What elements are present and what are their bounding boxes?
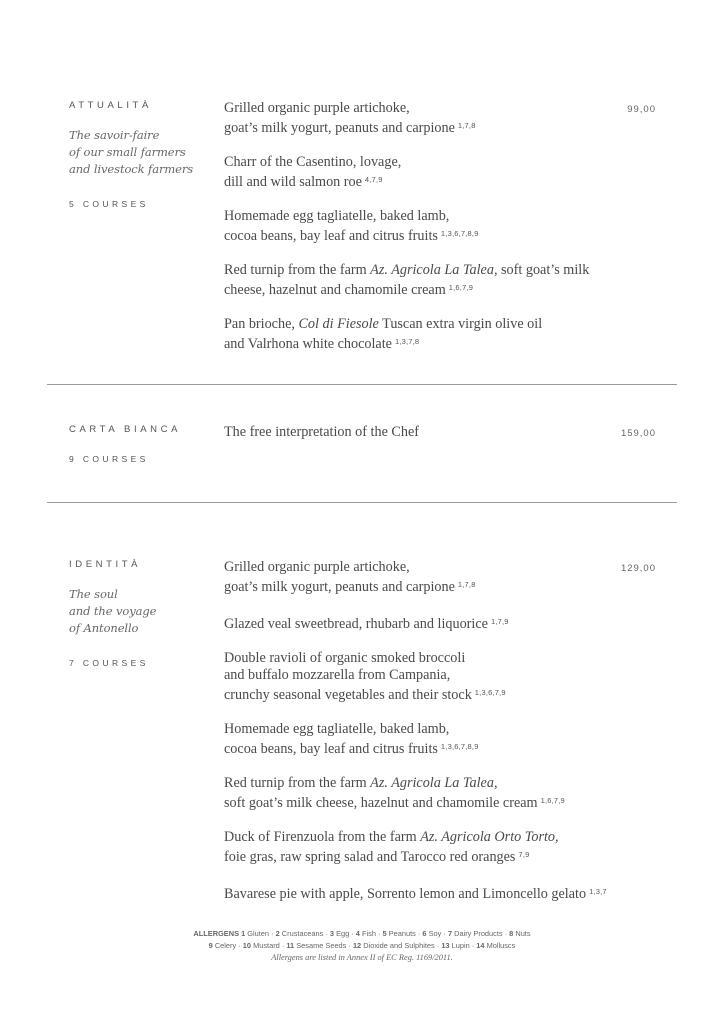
dish-item — [224, 650, 634, 704]
divider — [47, 384, 677, 385]
dish-text: Homemade egg tagliatelle, baked lamb, — [224, 208, 450, 224]
allergen-name: Fish — [361, 929, 376, 938]
dish-text: Bavarese pie with apple, Sorrento lemon and Limoncello gelato — [224, 886, 587, 902]
dish-allergens: 1,3,6,7,9 — [474, 688, 506, 697]
dish-allergens: 1,3,7,8 — [394, 337, 420, 346]
dish-line — [224, 775, 634, 792]
dish-text: Grilled organic purple artichoke, — [224, 559, 410, 575]
allergen-name: Nuts — [515, 929, 531, 938]
dish-line — [224, 424, 634, 441]
dish-allergens: 1,3,7 — [589, 887, 607, 896]
menu-price: 129,00 — [620, 563, 656, 574]
allergen-name: Egg — [336, 929, 350, 938]
dish-text: soft goat’s milk cheese, hazelnut and chamomile cream — [224, 795, 538, 811]
dish-text: and Valrhona white chocolate — [224, 336, 392, 352]
allergen-number: 8 — [509, 929, 514, 938]
allergen-list: 1 Gluten · 2 Crustaceans · 3 Egg · 4 Fish · 5 Peanuts · 6 Soy · 7 Dairy Products · 8 Nuts — [241, 929, 531, 938]
menu-title: ATTUALITÀ — [69, 100, 152, 111]
dish-producer-name: Az. Agricola Orto Torto — [420, 829, 556, 845]
dish-text: dill and wild salmon roe — [224, 174, 362, 190]
dish-item — [224, 262, 634, 299]
dish-line — [224, 792, 634, 812]
allergen-number: 12 — [352, 941, 362, 950]
dish-text: Grilled organic purple artichoke, — [224, 100, 410, 116]
dish-allergens: 1,6,7,9 — [448, 283, 474, 292]
course-count: 7 COURSES — [69, 658, 149, 668]
dish-text: Red turnip from the farm — [224, 775, 371, 791]
menu-info — [69, 559, 219, 668]
allergen-name: Gluten — [247, 929, 270, 938]
allergens-row-2: 9 Celery · 10 Mustard · 11 Sesame Seeds · 12 Dioxide and Sulphites · 13 Lupin · 14 Molluscs — [208, 941, 516, 950]
dish-line — [224, 829, 634, 846]
dish-text: The free interpretation of the Chef — [224, 424, 419, 440]
dish-allergens: 1,3,6,7,8,9 — [440, 742, 479, 751]
dish-line — [224, 738, 634, 758]
dish-text: Double ravioli of organic smoked broccoli — [224, 650, 466, 666]
dish-text: Pan brioche, — [224, 316, 299, 332]
dish-allergens: 1,7,8 — [457, 121, 476, 130]
dish-line — [224, 208, 634, 225]
allergen-number: 5 — [382, 929, 387, 938]
dish-allergens: 1,7,8 — [457, 580, 476, 589]
dish-producer-name: Az. Agricola La Talea — [370, 775, 494, 791]
allergen-number: 4 — [355, 929, 360, 938]
allergen-number: 13 — [441, 941, 450, 950]
dish-line — [224, 117, 634, 137]
dish-text: cocoa beans, bay leaf and citrus fruits — [224, 228, 438, 244]
allergen-number: 2 — [275, 929, 280, 938]
menu-title: IDENTITÀ — [69, 559, 142, 570]
dish-text: Homemade egg tagliatelle, baked lamb, — [224, 721, 450, 737]
menu-info — [69, 424, 219, 464]
menu-title: CARTA BIANCA — [69, 424, 182, 435]
dish-text: crunchy seasonal vegetables and their stock — [224, 687, 472, 703]
dish-item — [224, 559, 634, 596]
dish-line — [224, 279, 634, 299]
course-count: 5 COURSES — [69, 199, 149, 209]
allergen-name: Crustaceans — [281, 929, 324, 938]
dish-item — [224, 424, 634, 441]
dish-line — [224, 650, 634, 667]
allergen-number: 10 — [242, 941, 252, 950]
allergen-name: Molluscs — [486, 941, 516, 950]
dish-text: cocoa beans, bay leaf and citrus fruits — [224, 741, 438, 757]
allergen-name: Sesame Seeds — [296, 941, 347, 950]
dish-text: Duck of Firenzuola from the farm — [224, 829, 421, 845]
dish-text: and buffalo mozzarella from Campania, — [224, 667, 451, 683]
allergen-name: Peanuts — [388, 929, 416, 938]
dish-item — [224, 100, 634, 137]
dish-line — [224, 576, 634, 596]
allergen-number: 7 — [447, 929, 453, 938]
allergen-number: 1 — [241, 929, 246, 938]
dish-item — [224, 829, 634, 866]
allergen-number: 14 — [476, 941, 485, 950]
allergens-footer — [0, 928, 724, 964]
dish-item — [224, 208, 634, 245]
dish-item — [224, 883, 634, 903]
dish-text: Tuscan extra virgin olive oil — [378, 316, 543, 332]
dish-text: , — [555, 829, 559, 845]
dish-text: goat’s milk yogurt, peanuts and carpione — [224, 120, 455, 136]
dish-item — [224, 613, 634, 633]
dish-allergens: 7,9 — [518, 850, 530, 859]
dish-text: foie gras, raw spring salad and Tarocco red oranges — [224, 849, 516, 865]
dish-item — [224, 721, 634, 758]
allergen-name: Lupin — [451, 941, 470, 950]
dish-item — [224, 316, 634, 353]
dish-text: cheese, hazelnut and chamomile cream — [224, 282, 446, 298]
menu-tagline: The soul and the voyage of Antonello — [69, 587, 157, 635]
menu-info — [69, 100, 219, 209]
dish-text: Glazed veal sweetbread, rhubarb and liquorice — [224, 616, 488, 632]
allergen-name: Dioxide and Sulphites — [363, 941, 435, 950]
dish-line — [224, 883, 634, 903]
dish-producer-name: Az. Agricola La Talea — [370, 262, 494, 278]
allergen-number: 11 — [286, 941, 295, 950]
dish-line — [224, 684, 634, 704]
allergens-row-1 — [0, 928, 724, 940]
dish-line — [224, 667, 634, 684]
dish-item — [224, 154, 634, 191]
menu-price: 159,00 — [620, 428, 656, 439]
dish-line — [224, 721, 634, 738]
menu-tagline: The savoir-faire of our small farmers and livestock farmers — [69, 128, 194, 176]
dish-allergens: 4,7,9 — [364, 175, 383, 184]
allergens-legal-note: Allergens are listed in Annex II of EC Reg. 1169/2011. — [271, 953, 453, 962]
dish-list — [224, 100, 634, 370]
dish-line — [224, 100, 634, 117]
allergen-name: Celery — [214, 941, 237, 950]
allergen-name: Mustard — [253, 941, 280, 950]
dish-line — [224, 262, 634, 279]
allergen-name: Soy — [428, 929, 442, 938]
menu-price: 99,00 — [627, 104, 656, 115]
allergens-heading: ALLERGENS — [193, 929, 239, 938]
dish-allergens: 1,3,6,7,8,9 — [440, 229, 479, 238]
allergen-number: 6 — [422, 929, 427, 938]
divider — [47, 502, 677, 503]
allergen-number: 9 — [208, 941, 213, 950]
dish-text: , — [493, 775, 498, 791]
dish-line — [224, 613, 634, 633]
dish-line — [224, 846, 634, 866]
dish-text: , soft goat’s milk — [493, 262, 590, 278]
dish-line — [224, 225, 634, 245]
dish-line — [224, 333, 634, 353]
dish-list — [224, 424, 634, 458]
dish-allergens: 1,6,7,9 — [540, 796, 565, 805]
allergen-name: Dairy Products — [454, 929, 503, 938]
dish-item — [224, 775, 634, 812]
dish-text: Charr of the Casentino, lovage, — [224, 154, 402, 170]
dish-line — [224, 559, 634, 576]
dish-allergens: 1,7,9 — [490, 617, 509, 626]
dish-line — [224, 171, 634, 191]
dish-text: goat’s milk yogurt, peanuts and carpione — [224, 579, 455, 595]
dish-line — [224, 316, 634, 333]
course-count: 9 COURSES — [69, 454, 149, 464]
dish-text: Red turnip from the farm — [224, 262, 371, 278]
dish-line — [224, 154, 634, 171]
dish-producer-name: Col di Fiesole — [298, 316, 379, 332]
dish-list — [224, 559, 634, 920]
allergen-number: 3 — [329, 929, 334, 938]
